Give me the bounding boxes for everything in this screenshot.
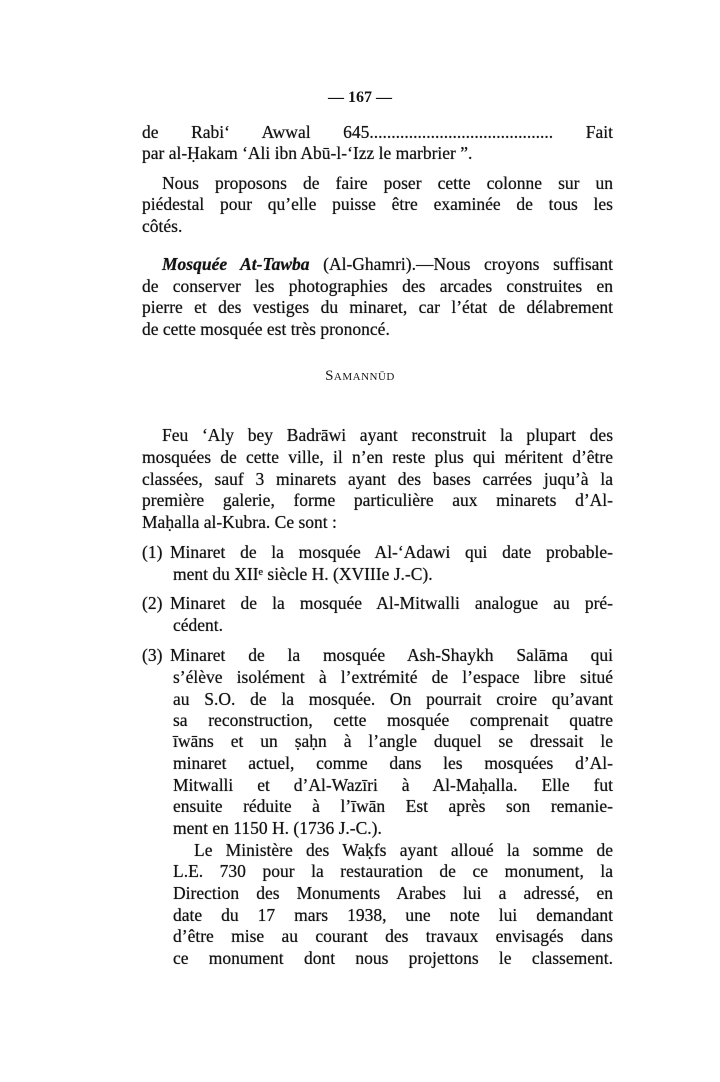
text-line: mosquées de cette ville, il n’en reste plus qui méritent d’être <box>142 447 613 467</box>
section-heading: Samannūd <box>325 368 395 384</box>
text-line: par al-Ḥakam ‘Ali ibn Abū-l-‘Izz le marbrier ”. <box>142 143 473 163</box>
text-line: de Rabi‘ Awwal 645.......................................... Fait <box>142 122 613 142</box>
text-line: sa reconstruction, cette mosquée comprenait quatre <box>173 710 613 730</box>
text-line: pierre et des vestiges du minaret, car l’état de délabrement <box>142 297 613 317</box>
text-line: ment du XIIᵉ siècle H. (XVIIIe J.-C). <box>173 564 433 584</box>
page-number: — 167 — <box>328 89 392 106</box>
text-line: Minaret de la mosquée Al-‘Adawi qui date probable- <box>170 542 613 562</box>
text-line: cédent. <box>173 615 224 635</box>
text-line: Feu ‘Aly bey Badrāwi ayant reconstruit la plupart des <box>162 425 613 445</box>
text-span: (Al-Ghamri).—Nous croyons suffisant <box>323 254 614 274</box>
tawba-title: Mosquée At-Tawba <box>162 254 310 274</box>
text-line: de cette mosquée est très prononcé. <box>142 319 390 339</box>
text-line: au S.O. de la mosquée. On pourrait croire qu’avant <box>173 689 613 709</box>
text-line: piédestal pour qu’elle puisse être examinée de tous les <box>142 194 613 214</box>
item-number: (1) <box>142 542 163 562</box>
text-line: ensuite réduite à l’īwān Est après son remanie- <box>173 796 613 816</box>
text-line: Mitwalli et d’Al-Wazīri à Al-Maḥalla. Elle fut <box>173 775 613 795</box>
text-line: Minaret de la mosquée Al-Mitwalli analogue au pré- <box>170 593 613 613</box>
text-line: Nous proposons de faire poser cette colonne sur un <box>162 173 613 193</box>
text-line: s’élève isolément à l’extrémité de l’espace libre situé <box>173 667 613 687</box>
tawba-first-line <box>162 253 613 275</box>
text-line: Minaret de la mosquée Ash-Shaykh Salāma qui <box>170 645 613 665</box>
text-line: ce monument dont nous projettons le classement. <box>173 948 613 968</box>
text-line: première galerie, forme particulière aux minarets d’Al- <box>142 490 613 510</box>
text-line: Direction des Monuments Arabes lui a adressé, en <box>173 883 613 903</box>
text-line: Maḥalla al-Kubra. Ce sont : <box>142 512 337 532</box>
text-line: minaret actuel, comme dans les mosquées d’Al- <box>173 753 613 773</box>
text-line: L.E. 730 pour la restauration de ce monument, la <box>173 861 613 881</box>
text-line: Le Ministère des Waḳfs ayant alloué la somme de <box>194 840 613 860</box>
text-line: date du 17 mars 1938, une note lui demandant <box>173 905 613 925</box>
text-line: côtés. <box>142 216 183 236</box>
item-number: (3) <box>142 645 163 665</box>
item-number: (2) <box>142 593 163 613</box>
text-line: ment en 1150 H. (1736 J.-C.). <box>173 818 382 838</box>
text-line: d’être mise au courant des travaux envisagés dans <box>173 926 613 946</box>
text-line: de conserver les photographies des arcades construites en <box>142 276 613 296</box>
text-line: īwāns et un ṣaḥn à l’angle duquel se dressait le <box>173 731 613 751</box>
text-line: classées, sauf 3 minarets ayant des bases carrées juqu’à la <box>142 469 613 489</box>
